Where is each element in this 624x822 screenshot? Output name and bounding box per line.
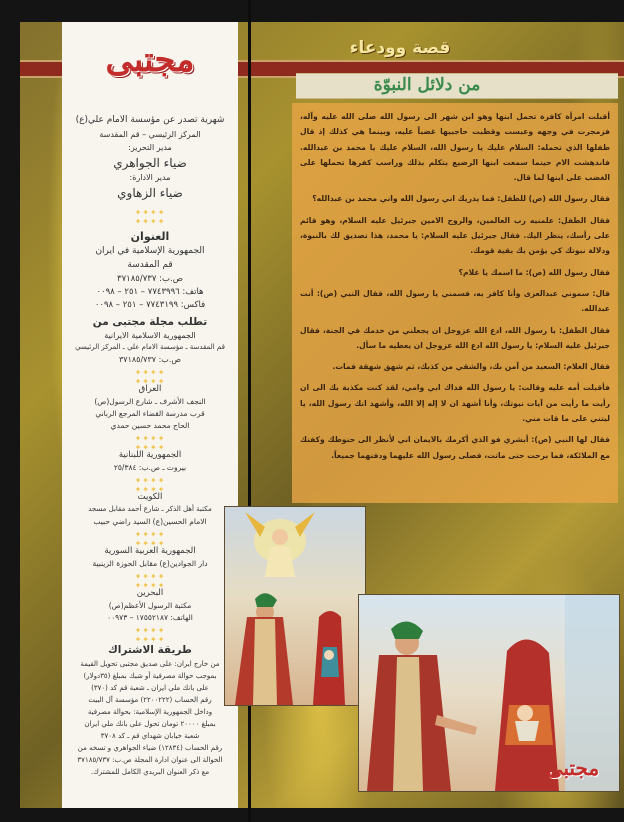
subscription-line: شعبة خيابان شهداي قم ـ كد ٣٧٠٨ [100,732,200,740]
story-paragraph: فقال رسول الله (ص) للطفل: فما يدريك اني رسول الله واني محمد بن عبدالله؟ [312,194,610,204]
editor-role: مدير التحرير: [128,143,172,152]
kuwait-address-2: الامام الحسين(ع) السيد راضي حبيب [93,517,207,526]
order-iran-pobox: ص.ب: ٣٧١٨٥/٧٣٧ [118,355,182,364]
story-title: قصة وودعاء [349,38,451,58]
bahrain-address: مكتبة الرسول الأعظم(ص) [108,601,192,610]
story-text-box [292,103,618,503]
magazine-logo: مجتبى [105,40,195,80]
divider-stars: ✦✦✦✦ ✦✦✦✦ [134,434,166,452]
tagline: شهرية تصدر عن مؤسسة الامام علي(ع) [75,115,225,125]
manager-name: ضياء الزهاوي [117,186,183,200]
left-dark-strip [0,0,20,822]
address-city: قم المقدسة [127,260,173,270]
order-iran: الجمهورية الاسلامية الايرانية [104,331,196,340]
story-paragraph: فقال الطفل: علمنيه رب العالمين، والروح الامين جبرئيل عليه السلام، وهو قائم على رأسك، ينظر اليك. فقال جبرئيل عليه السلام: يا محمد، هذا تصديق لك بالنبوة، ودلالة نبوتك كي يؤمن بك بقية قومك. [300,215,610,256]
phone: هاتف: ٧٧٤٣٩٩٦ – ٢٥١ – ٠٠٩٨ [96,287,204,297]
order-iran-address: قم المقدسة ـ مؤسسة الامام علي ـ المركز الرئيسي [75,343,225,351]
lebanon-heading: الجمهورية اللبنانية [118,450,182,460]
story-paragraph: فأقبلت أمه عليه وقالت: يا رسول الله فداك ابي وامي، لقد كنت مكذبة بك الى ان رأيت ما رأيت من آيات نبوتك، وأنا أشهد ان لا إله إلا الله، وأشهد انك رسول الله، يا ليتني على ما قات مني. [300,383,610,424]
subscription-heading: طريقة الاشتراك [108,644,192,656]
story-paragraph: أقبلت امرأة كافرة تحمل ابنها وهو ابن شهر الى رسول الله صلى الله عليه وآله، فزمجرت في وجهه وعبست وقطبت حاجبيها غضباً عليه، وبينما هي كذلك إذ قال طفلها الذي تحمله: السلام عليك يا رسول الله، السلام عليك يا محمد بن عبدالله. فاندهشت الام حينما سمعت ابنها الرضيع يتكلم بذلك وراسب كفرها تحملها على الغضب على ابنها لما قال. [300,112,610,183]
syria-address: دار الجوادين(ع) مقابل الحوزة الزينبية [92,559,208,568]
illustration-prophet-angel [224,506,366,706]
divider-stars: ✦✦✦✦ ✦✦✦✦ [134,572,166,590]
editor-name: ضياء الجواهري [113,156,187,170]
subscription-line: من خارج ايران: على صديق مجتبى تحويل القيمة [80,660,220,668]
subscription-line: رقم الحساب (٢٢٠٠٢٢٢) مؤسسة آل البيت [88,696,212,704]
subscription-line: رقم الحساب (١٢٨٣٤) ضياء الجواهري و تسخه من [77,744,223,752]
kuwait-address-1: مكتبة أهل الذكر ـ شارع أحمد مقابل مسجد [88,505,212,513]
iraq-heading: العراق [138,384,162,394]
bahrain-heading: البحرين [136,588,164,598]
top-dark-strip [0,0,624,22]
divider-stars: ✦✦✦✦ ✦✦✦✦ [134,626,166,644]
syria-heading: الجمهورية العربية السورية [104,546,196,556]
masthead-sidebar [62,22,238,808]
iraq-address-3: الحاج محمد حسين حمدي [110,421,190,430]
subscription-line: بموجب حوالة مصرفية أو شيك بمبلغ (٣٥دولار) [83,672,217,680]
iraq-address-2: قرب مدرسة القضاء المرجع الرباني [95,409,205,418]
divider-stars: ✦✦✦✦ ✦✦✦✦ [134,530,166,548]
divider-stars: ✦✦✦✦ ✦✦✦✦ [134,476,166,494]
subscription-line: الحوالة الى عنوان ادارة المجلة ص.ب: ٣٧١٨٥/٧٣٧ [77,756,223,764]
order-heading: تطلب مجلة مجتبى من [92,316,208,328]
manager-role: مدير الادارة: [129,173,171,182]
lebanon-address: بيروت ـ ص.ب: ٢٥/٣٨٤ [113,463,187,472]
subscription-line: وداخل الجمهورية الإسلامية: بحوالة مصرفية [87,708,213,716]
story-paragraph: فقال الغلام: السعيد من آمن بك، والشقي من كذبك، ثم شهق شهقة فمات. [332,362,610,372]
subscription-line: بمبلغ ٢٠٠٠٠ تومان تحول على بانك ملي ايران [84,720,216,728]
fax: فاكس: ٧٧٤٣١٩٩ – ٢٥١ – ٠٠٩٨ [94,300,206,310]
bahrain-phone: الهاتف: ١٧٥٥٢١٨٧ – ٠٠٩٧٣ [107,613,193,622]
end-logo: مجتبى [546,756,600,780]
story-paragraph: فقال الطفل: يا رسول الله، ادع الله عزوجل ان يجعلني من خدمك في الجنة، فقال جبرئيل عليه السلام: يا رسول الله ادع الله عزوجل ان يعطيه ما سأل. [300,325,610,350]
divider-stars: ✦✦✦✦ ✦✦✦✦ [134,208,166,226]
address-heading: العنوان [130,230,170,243]
story-paragraph: فقال لها النبي (ص): أبشري فو الذي أكرمك بالايمان اني لأنظر الى حنوطك وكفنك مع الملائكة، فما برحت حتى ماتت، فصلى رسول الله عليهما ودفنهما جميعاً. [300,435,610,460]
subscription-line: مع ذكر العنوان البريدي الكامل للمشترك. [90,768,210,776]
story-subtitle: من دلائل النبوّة [373,75,481,95]
subscription-line: على بانك ملي ايران ـ شعبة قم كد (٣٧٠) [91,684,209,692]
story-paragraph: قال: سموني عبدالعزى وأنا كافر به، فسمني يا رسول الله، فقال النبي (ص): أنت عبدالله. [300,288,610,314]
bottom-dark-strip [0,808,624,822]
story-paragraph: فقال رسول الله (ص): ما اسمك يا غلام؟ [458,267,610,277]
divider-stars: ✦✦✦✦ ✦✦✦✦ [134,368,166,386]
headquarters-label: المركز الرئيسي – قم المقدسة [99,130,201,139]
address-country: الجمهورية الإسلامية في ايران [95,246,205,256]
iraq-address-1: النجف الأشرف ـ شارع الرسول(ص) [94,397,206,406]
kuwait-heading: الكويت [137,492,163,502]
po-box: ص.ب: ٣٧١٨٥/٧٣٧ [117,274,183,284]
